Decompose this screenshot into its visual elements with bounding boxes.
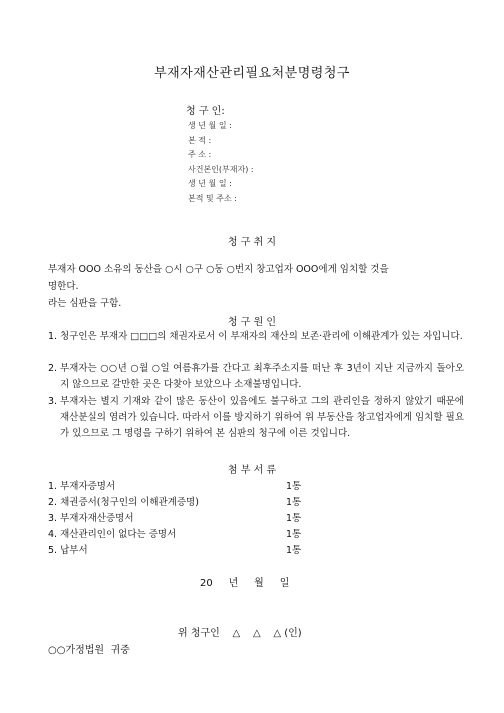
reason-item-2 bbox=[48, 361, 464, 393]
absentee-domicile-address-label: 본적 및 주소 : bbox=[188, 194, 237, 203]
signature-line: 위 청구인 △ △ △ (인) bbox=[178, 628, 302, 639]
attachment-qty: 1통 bbox=[286, 481, 302, 492]
attachment-qty: 1통 bbox=[286, 513, 302, 524]
attachments-heading: 첨 부 서 류 bbox=[227, 465, 277, 476]
claimant-domicile-label: 본 적 : bbox=[188, 136, 212, 145]
claimant-address-label: 주 소 : bbox=[188, 150, 212, 159]
claimant-heading: 청 구 인: bbox=[186, 106, 225, 117]
reason-text: 청구인은 부재자 □□□의 채권자로서 이 부재자의 재산의 보존·관리에 이해관계가 있는 자입니다. bbox=[60, 331, 463, 342]
reasons-heading: 청 구 원 인 bbox=[227, 317, 277, 328]
reason-text: 부재자는 ○○년 ○월 ○일 여름휴가를 간다고 최후주소지를 떠난 후 3년이 지난 지금까지 돌아오지 않으므로 갈만한 곳은 다찾아 보았으나 소재불명입니다. bbox=[60, 363, 464, 390]
reason-item-3 bbox=[48, 394, 464, 442]
reason-number: 1. bbox=[48, 331, 58, 342]
date-line: 20 년 월 일 bbox=[200, 578, 290, 589]
claimant-birthdate-label: 생 년 월 일 : bbox=[188, 121, 232, 130]
reason-item-1 bbox=[48, 329, 464, 345]
attachment-label: 5. 납부서 bbox=[48, 545, 88, 556]
purpose-line-2: 명한다. bbox=[48, 281, 79, 292]
attachment-label: 4. 재산관리인이 없다는 증명서 bbox=[48, 529, 177, 540]
document-title: 부재자재산관리필요처분명령청구 bbox=[154, 66, 350, 81]
reason-text: 부재자는 별지 기재와 같이 많은 동산이 있음에도 불구하고 그의 관리인을 정하지 않았기 때문에 재산분실의 염려가 있습니다. 따라서 이를 방지하기 위하여 위 부동산을 창고업자에게 임치할 필요가 있으므로 그 명령을 구하기 위하여 본 심판의 청구에 이른 것입니다. bbox=[60, 396, 464, 439]
reason-number: 2. bbox=[48, 363, 58, 374]
attachment-qty: 1통 bbox=[286, 529, 302, 540]
attachment-qty: 1통 bbox=[286, 497, 302, 508]
purpose-heading: 청 구 취 지 bbox=[227, 237, 277, 248]
absentee-birthdate-label: 생 년 월 일 : bbox=[188, 179, 232, 188]
court-addressee: ○○가정법원 귀중 bbox=[48, 645, 130, 656]
attachment-label: 1. 부재자증명서 bbox=[48, 481, 116, 492]
reason-number: 3. bbox=[48, 396, 58, 407]
absentee-label: 사건본인(부재자) : bbox=[188, 165, 254, 174]
attachment-label: 3. 부재자재산증명서 bbox=[48, 513, 134, 524]
attachment-qty: 1통 bbox=[286, 545, 302, 556]
purpose-line-1: 부재자 OOO 소유의 동산을 ○시 ○구 ○동 ○번지 창고업자 OOO에게 임치할 것을 bbox=[48, 264, 389, 275]
attachment-label: 2. 채권증서(청구인의 이해관계증명) bbox=[48, 497, 199, 508]
purpose-line-3: 라는 심판을 구함. bbox=[48, 298, 122, 309]
